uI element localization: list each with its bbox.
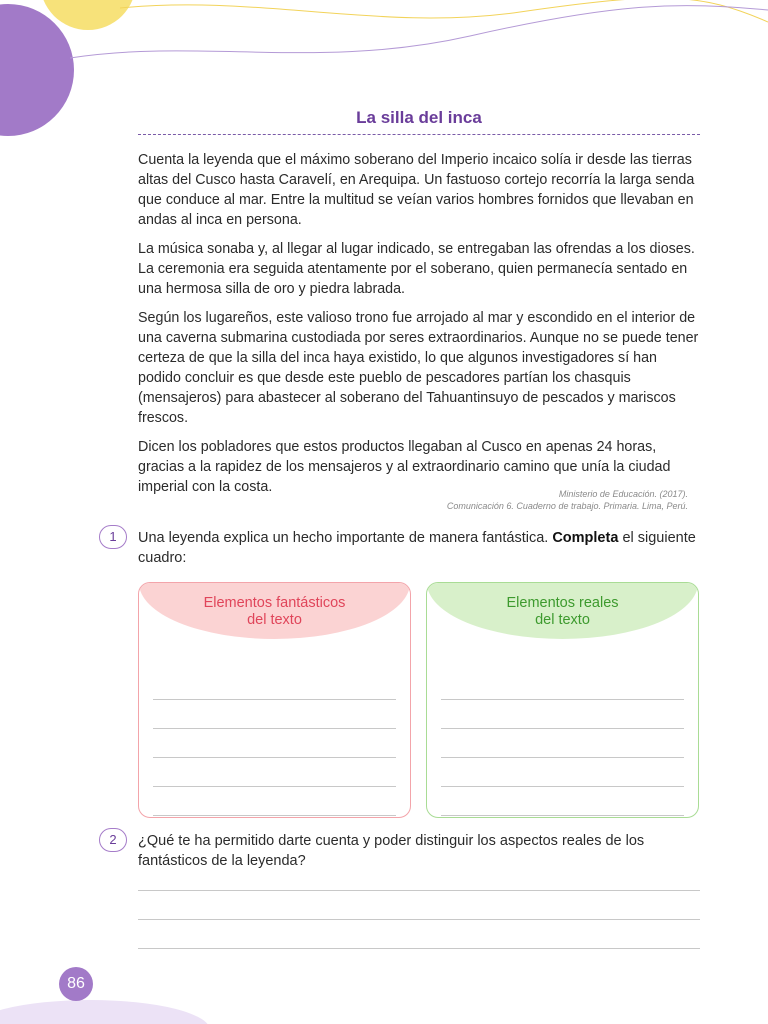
answer-line[interactable]: [153, 700, 396, 729]
title-divider: [138, 134, 700, 135]
story-paragraph: Según los lugareños, este valioso trono fue arrojado al mar y escondido en el interior de una caverna submarina custodiada por seres extraordinarios. Aunque no se puede tener certeza de que la silla del inca haya existido, lo que algunos investigadores sí han podido concluir es que desde este pueblo de pescadores partían los chasquis (mensajeros) para abastecer al soberano del Tahuantinsuyo de pescados y mariscos frescos.: [138, 310, 699, 426]
question-2-text: ¿Qué te ha permitido darte cuenta y poder distinguir los aspectos reales de los fantásticos de la leyenda?: [138, 833, 645, 869]
question-1-text-end: el siguiente cuadro:: [138, 530, 696, 566]
answer-line[interactable]: [138, 862, 700, 891]
decor-yellow-wave: [120, 0, 768, 22]
decor-purple-circle: [0, 4, 74, 136]
real-box-title: [427, 595, 698, 629]
question-2-number: 2: [99, 828, 127, 852]
answer-line[interactable]: [441, 758, 684, 787]
answer-line[interactable]: [153, 758, 396, 787]
question-2-answer-lines[interactable]: [138, 862, 700, 949]
fantastic-answer-lines[interactable]: [153, 671, 396, 816]
answer-line[interactable]: [138, 891, 700, 920]
answer-line[interactable]: [138, 920, 700, 949]
answer-line[interactable]: [441, 787, 684, 816]
page-title: La silla del inca: [356, 108, 482, 127]
page-number: 86: [59, 967, 93, 1001]
decor-purple-wave: [70, 6, 768, 58]
answer-line[interactable]: [441, 671, 684, 700]
question-1-number: 1: [99, 525, 127, 549]
real-title-line: del texto: [535, 612, 590, 628]
decor-bottom-lilac: [0, 1000, 210, 1024]
answer-line[interactable]: [441, 700, 684, 729]
real-answer-lines[interactable]: [441, 671, 684, 816]
story-paragraph: La música sonaba y, al llegar al lugar indicado, se entregaban las ofrendas a los dioses. La ceremonia era seguida atentamente por el soberano, quien permanecía sentado en una hermosa silla de oro y piedra labrada.: [138, 241, 695, 297]
source-citation: [447, 488, 688, 512]
fantastic-elements-box: [138, 582, 411, 818]
answer-line[interactable]: [153, 671, 396, 700]
question-1-keyword: Completa: [552, 530, 619, 546]
answer-line[interactable]: [441, 729, 684, 758]
fantastic-title-line: del texto: [247, 612, 302, 628]
decor-yellow-circle: [40, 0, 136, 30]
source-line: Ministerio de Educación. (2017).: [558, 489, 688, 499]
real-elements-box: [426, 582, 699, 818]
fantastic-title-line: Elementos fantásticos: [203, 595, 346, 611]
real-title-line: Elementos reales: [506, 595, 619, 611]
question-1-text: [138, 528, 703, 568]
question-1-text-start: Una leyenda explica un hecho importante de manera fantástica.: [138, 530, 549, 546]
story-paragraph: Dicen los pobladores que estos productos llegaban al Cusco en apenas 24 horas, gracias a la rapidez de los mensajeros y al extraordinario camino que unía la ciudad imperial con la costa.: [138, 439, 671, 495]
story-text: [138, 150, 700, 506]
source-line: Comunicación 6. Cuaderno de trabajo. Primaria. Lima, Perú.: [446, 501, 688, 511]
fantastic-box-title: [139, 595, 410, 629]
answer-line[interactable]: [153, 729, 396, 758]
story-paragraph: Cuenta la leyenda que el máximo soberano del Imperio incaico solía ir desde las tierras altas del Cusco hasta Caravelí, en Arequipa. Un fastuoso cortejo recorría la larga senda que conduce al mar. Entre la multitud se veían varios hombres fornidos que llevaban en andas al inca en persona.: [138, 152, 695, 228]
answer-line[interactable]: [153, 787, 396, 816]
